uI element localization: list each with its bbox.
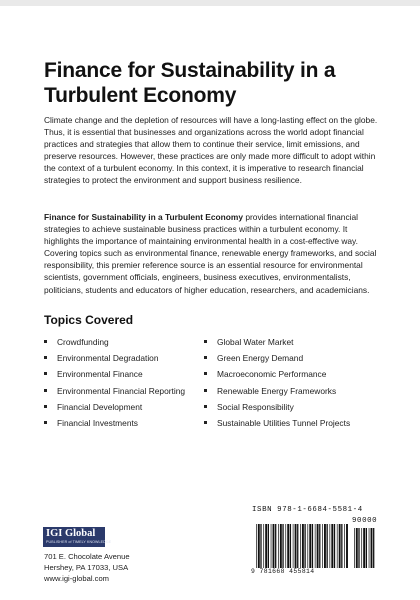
barcode-stripe	[363, 528, 365, 568]
barcode-stripe	[366, 528, 367, 568]
topics-heading: Topics Covered	[44, 313, 134, 327]
barcode-stripe	[339, 524, 341, 568]
barcode-stripe	[319, 524, 320, 568]
description-book-title: Finance for Sustainability in a Turbulent Economy	[44, 212, 244, 222]
bullet-icon	[44, 340, 47, 343]
bullet-icon	[44, 421, 47, 424]
bullet-icon	[204, 421, 207, 424]
barcode-stripe	[309, 524, 311, 568]
top-divider	[0, 0, 420, 6]
ean-number: 9 781668 455814	[251, 568, 315, 575]
barcode-stripe	[327, 524, 328, 568]
topic-label: Environmental Finance	[57, 369, 143, 380]
bullet-icon	[44, 356, 47, 359]
topic-label: Environmental Financial Reporting	[57, 385, 186, 396]
barcode-stripe	[287, 524, 289, 568]
topic-label: Sustainable Utilities Tunnel Projects	[217, 418, 351, 429]
barcode-stripe	[271, 524, 272, 568]
address-line: 701 E. Chocolate Avenue	[44, 552, 130, 561]
publisher-logo-text: IGI Global	[46, 528, 96, 539]
barcode-stripe	[344, 524, 345, 568]
barcode-stripe	[369, 528, 370, 568]
barcode-stripe	[293, 524, 294, 568]
barcode-stripe	[312, 524, 313, 568]
barcode-stripe	[258, 524, 260, 568]
barcode-stripe	[300, 524, 301, 568]
barcode-stripe	[304, 524, 305, 568]
topic-label: Social Responsibility	[217, 401, 294, 412]
barcode-stripe	[285, 524, 286, 568]
description-paragraph	[44, 211, 382, 296]
topic-item	[44, 350, 194, 366]
barcode-stripe	[278, 524, 279, 568]
topic-label: Global Water Market	[217, 337, 294, 347]
topic-label: Financial Development	[57, 401, 143, 412]
barcode-stripe	[290, 524, 291, 568]
barcode-stripe	[356, 528, 358, 568]
topic-item	[204, 415, 394, 431]
barcode-stripe	[334, 524, 335, 568]
barcode-stripe	[331, 524, 333, 568]
barcode-stripe	[315, 524, 316, 568]
topic-item	[204, 366, 394, 382]
barcode-stripe	[341, 524, 342, 568]
ean-barcode-icon	[256, 524, 348, 568]
address-line: Hershey, PA 17033, USA	[44, 563, 129, 573]
book-title: Finance for Sustainability in a Turbulent Economy	[44, 59, 336, 107]
topic-item	[44, 399, 194, 415]
bullet-icon	[44, 372, 47, 375]
bullet-icon	[204, 356, 207, 359]
topic-label: Renewable Energy Frameworks	[217, 385, 337, 396]
barcode-stripe	[337, 524, 338, 568]
intro-paragraph: Climate change and the depletion of resources will have a long-lasting effect on the globe. Thus, it is essential that businesses and organizations across the world adopt financial practices and strategies that allow them to continue their service, limit emissions, and preserve resources. However, these practices are only made more difficult to adopt within the context of a turbulent economy. In this context, it is imperative to research financial strategies to protect the environment and support business resilience.	[44, 115, 378, 186]
barcode-stripe	[324, 524, 326, 568]
barcode-stripe	[263, 524, 264, 568]
topic-label: Environmental Degradation	[57, 353, 159, 364]
isbn-barcode	[250, 506, 380, 579]
barcode-stripe	[302, 524, 304, 568]
barcode-stripe	[371, 528, 373, 568]
topic-label: Financial Investments	[57, 418, 138, 429]
barcode-stripe	[322, 524, 323, 568]
topic-label: Green Energy Demand	[217, 353, 304, 364]
topic-label: Macroeconomic Performance	[217, 369, 327, 380]
topics-list-left	[44, 334, 194, 431]
bullet-icon	[204, 372, 207, 375]
barcode-stripe	[295, 524, 297, 568]
barcode-stripe	[361, 528, 362, 568]
publisher-logo	[43, 527, 112, 547]
publisher-address	[44, 551, 130, 585]
topic-item	[44, 383, 194, 399]
barcode-stripe	[265, 524, 267, 568]
topics-list-right	[204, 334, 394, 431]
barcode-stripe	[346, 524, 348, 568]
barcode-stripe	[256, 524, 257, 568]
barcode-stripe	[260, 524, 261, 568]
barcode-stripe	[275, 524, 276, 568]
price-code: 90000	[352, 517, 378, 525]
barcode-stripe	[268, 524, 269, 568]
barcode-stripe	[307, 524, 308, 568]
bullet-icon	[44, 389, 47, 392]
topic-item	[44, 415, 194, 431]
barcode-stripe	[373, 528, 374, 568]
topic-item	[204, 383, 394, 399]
topic-label: Crowdfunding	[57, 337, 109, 347]
bullet-icon	[204, 340, 207, 343]
barcode-stripe	[297, 524, 298, 568]
barcode-stripe	[280, 524, 282, 568]
barcode-stripe	[273, 524, 275, 568]
bullet-icon	[204, 389, 207, 392]
topic-item	[204, 399, 394, 415]
topic-item	[204, 334, 394, 350]
website-link[interactable]: www.igi-global.com	[44, 574, 109, 584]
barcode-stripe	[330, 524, 331, 568]
topic-item	[44, 334, 194, 350]
isbn-label: ISBN 978-1-6684-5581-4	[252, 506, 363, 514]
description-text: provides international financial strategies to achieve sustainable business practices within a turbulent economy. It highlights the importance of maintaining environmental health in a cost-effective way. Covering topics such as environmental finance, renewable energy frameworks, and social responsibility, this premier reference source is an essential resource for environmental scientists, government officials, engineers, business executives, environmentalists, politicians, students and educators of higher education, researchers, and academicians.	[44, 212, 377, 295]
price-barcode-icon	[354, 528, 376, 568]
bullet-icon	[44, 405, 47, 408]
topic-item	[44, 366, 194, 382]
barcode-stripe	[358, 528, 359, 568]
bullet-icon	[204, 405, 207, 408]
topic-item	[204, 350, 394, 366]
barcode-stripe	[282, 524, 283, 568]
barcode-stripe	[354, 528, 355, 568]
barcode-stripe	[317, 524, 319, 568]
publisher-logo-tagline: PUBLISHER of TIMELY KNOWLEDGE	[46, 540, 112, 544]
